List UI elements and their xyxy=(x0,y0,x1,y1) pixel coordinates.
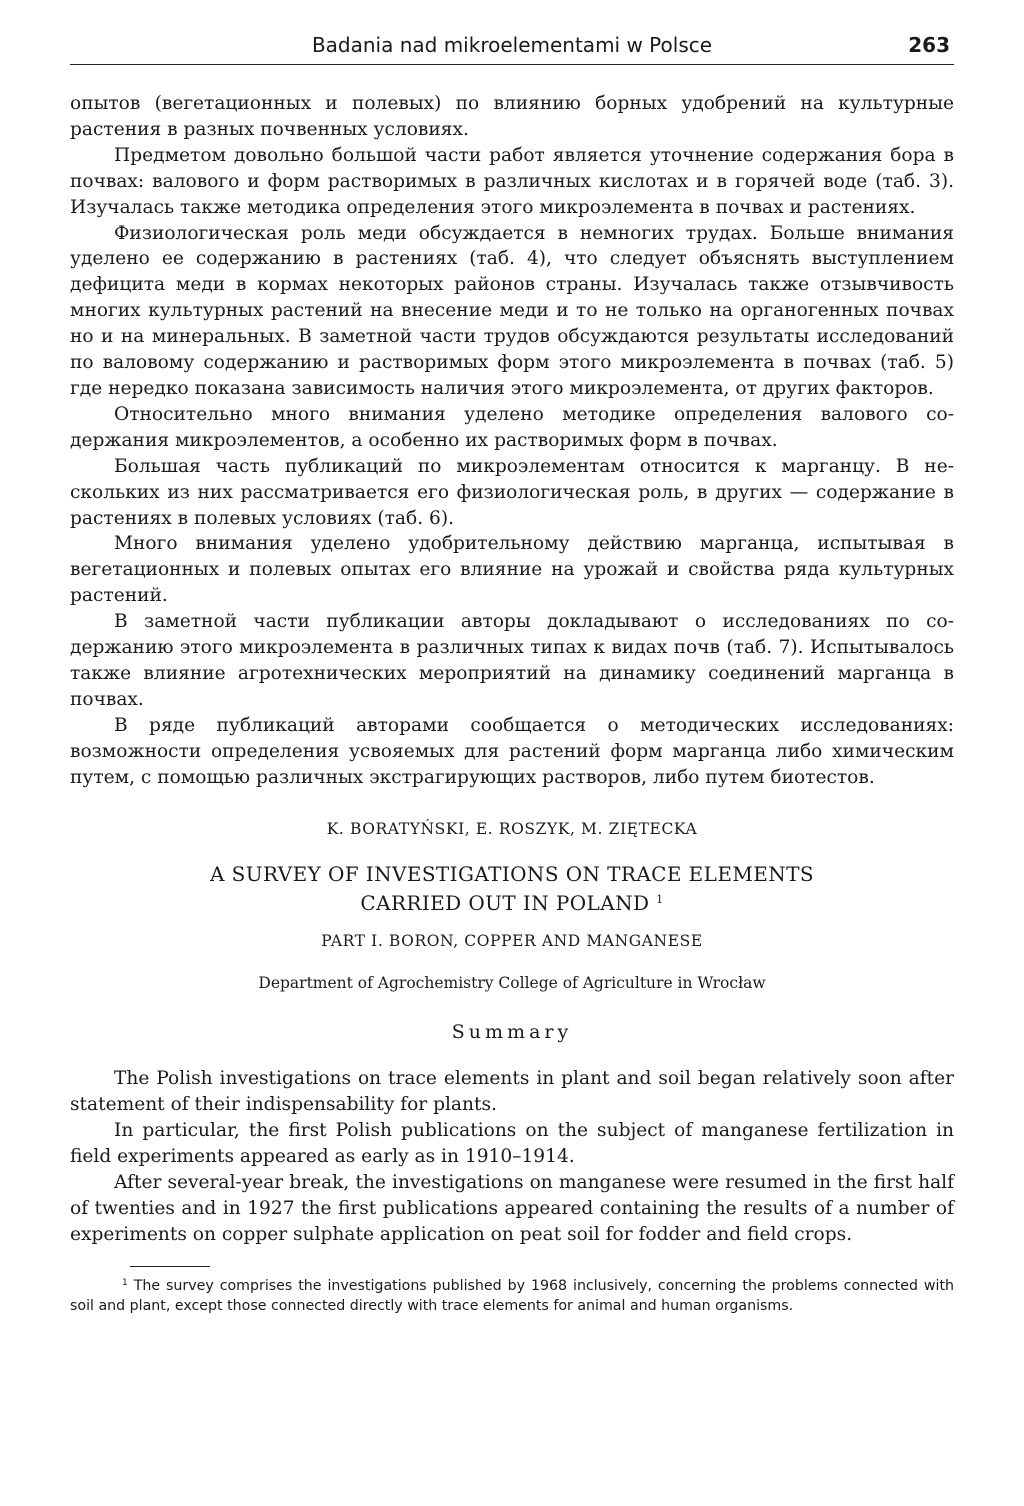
title-line-2: CARRIED OUT IN POLAND xyxy=(360,891,650,916)
paragraph: Большая часть публикаций по микроэлементам относится к марганцу. В нескольких из них рассматривается его физиологическая роль, в других — содержание в растениях в полевых условиях (таб. 6). xyxy=(70,455,954,529)
running-title: Badania nad mikroelementami w Polsce xyxy=(311,33,713,57)
paragraph: В заметной части публикации авторы докладывают о исследованиях по содержанию этого микроэлемента в различных типах к видах почв (таб. 7). Испытывалось также влияние агротехнических мероприятий на динамику соединений марганца в почвах. xyxy=(70,611,954,710)
footnote xyxy=(70,1273,954,1317)
page-number: 263 xyxy=(908,33,950,57)
article-title xyxy=(70,862,954,916)
paragraph: Физиологическая роль меди обсуждается в немногих трудах. Больше внимания уделено ее содержанию в растениях (таб. 4), что следует объяснять выступлением дефицита меди в кормах некоторых районов страны. Изучалась также отзывчивость многих культурных растений на внесение меди и то не только на органогенных почвах но и на минеральных. В заметной части трудов обсуждаются результаты исследований по валовому содержанию и растворимых форм этого микроэлемента в почвах (таб. 5) где нередко показана зависимость наличия этого микроэлемента, от других факторов. xyxy=(70,222,954,399)
department: Department of Agrochemistry College of Agriculture in Wrocław xyxy=(258,974,766,993)
paragraph: Относительно много внимания уделено методике определения валового содержания микроэлементов, а особенно их растворимых форм в почвах. xyxy=(70,403,954,451)
paragraph: In particular, the first Polish publications on the subject of manganese fertilization in field experiments appeared as early as in 1910–1914. xyxy=(70,1120,954,1168)
english-heading xyxy=(70,818,954,1044)
paragraph: After several-year break, the investigations on manganese were resumed in the first half of twenties and in 1927 the first publications appeared containing the results of a number of experiments on copper sulphate application on peat soil for fodder and field crops. xyxy=(70,1172,954,1245)
paragraph: Много внимания уделено удобрительному действию марганца, испытывая в вегетационных и полевых опытах его влияние на урожай и свойства ряда культурных растений. xyxy=(70,533,954,607)
title-line-1: A SURVEY OF INVESTIGATIONS ON TRACE ELEMENTS xyxy=(210,862,814,887)
page xyxy=(70,30,954,1317)
title-footnote-mark: 1 xyxy=(656,893,664,907)
paragraph: The Polish investigations on trace elements in plant and soil began relatively soon after statement of their indispensability for plants. xyxy=(70,1068,954,1116)
russian-text xyxy=(70,91,954,790)
running-header xyxy=(70,30,954,64)
footnote-text: The survey comprises the investigations published by 1968 inclusively, concerning the problems connected with soil and plant, except those connected directly with trace elements for animal and human organisms. xyxy=(70,1277,954,1315)
summary-heading: Summary xyxy=(451,1021,573,1044)
english-summary xyxy=(70,1066,954,1247)
paragraph: Предметом довольно большой части работ является уточнение содержания бора в почвах: валового и форм растворимых в различных кислотах и в горячей воде (таб. 3). Изучалась также методика определения этого микроэлемента в почвах и растениях. xyxy=(70,144,954,218)
part-subtitle: PART I. BORON, COPPER AND MANGANESE xyxy=(321,932,703,951)
paragraph: В ряде публикаций авторами сообщается о методических исследованиях: возможности определения усвояемых для растений форм марганца либо химическим путем, с помощью различных экстрагирующих растворов, либо путем биотестов. xyxy=(70,714,954,788)
authors: K. BORATYŃSKI, E. ROSZYK, M. ZIĘTECKA xyxy=(326,820,698,839)
header-rule xyxy=(70,64,954,65)
footnote-rule xyxy=(130,1266,210,1267)
footnote-mark: 1 xyxy=(122,1277,128,1288)
paragraph: опытов (вегетационных и полевых) по влиянию борных удобрений на культурные растения в разных почвенных условиях. xyxy=(70,93,954,140)
